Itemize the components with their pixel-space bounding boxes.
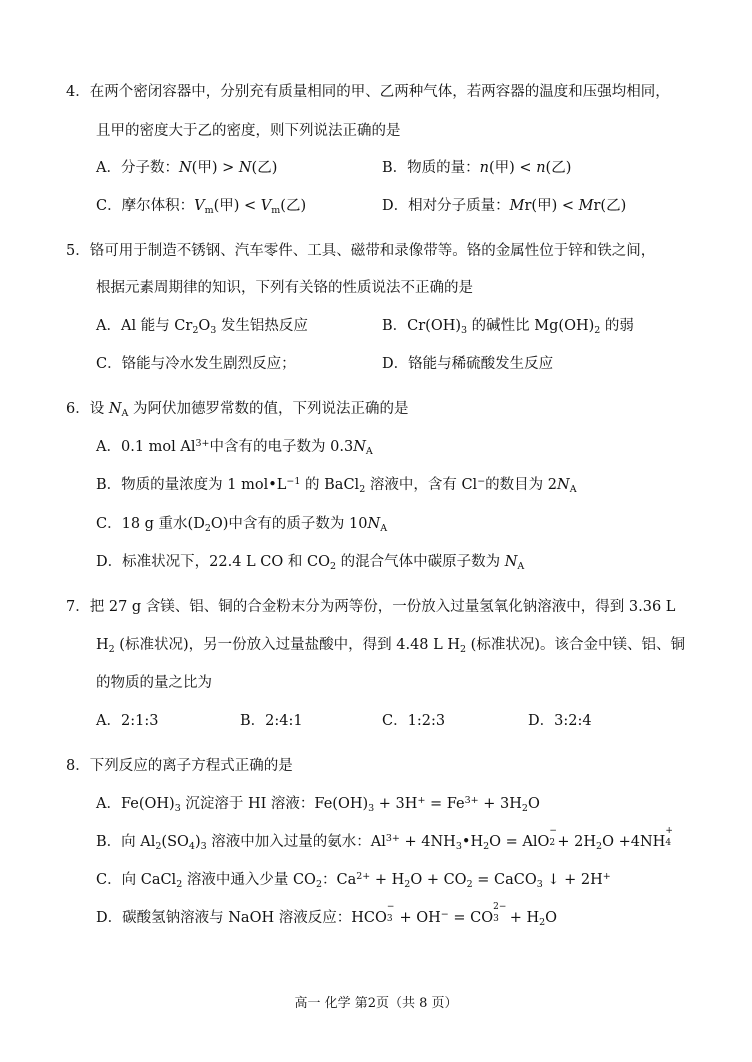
q6-option-c: C．18 g 重水$(D_2O)$中含有的质子数为 $10N_A$ xyxy=(96,516,388,534)
q5-option-b: B．$Cr(OH)_3$ 的碱性比 $Mg(OH)_2$ 的弱 xyxy=(382,318,634,336)
q4-option-d: D．相对分子质量：Mr(甲) < Mr(乙) xyxy=(382,198,627,214)
q7-number: 7． xyxy=(66,599,90,615)
q5-stem-line-2: 根据元素周期律的知识，下列有关铬的性质说法不正确的是 xyxy=(96,280,473,296)
q8-number: 8． xyxy=(66,758,90,774)
q8-option-a: A．$Fe(OH)_3$ 沉淀溶于 HI 溶液：$Fe(OH)_3 + 3H^+ = Fe^{3+} + 3H_2O$ xyxy=(96,795,540,814)
q7-stem-line-3: 的物质的量之比为 xyxy=(96,675,212,691)
q6-option-a: A．0.1 mol $Al^{3+}$中含有的电子数为 $0.3N_A$ xyxy=(96,438,373,457)
page-footer: 高一 化学 第2页（共 8 页） xyxy=(294,996,458,1011)
q5-stem-line-1: 5．铬可用于制造不锈钢、汽车零件、工具、磁带和录像带等。铬的金属性位于锌和铁之间， xyxy=(66,243,656,259)
q8-stem-line-1: 8．下列反应的离子方程式正确的是 xyxy=(66,758,293,774)
q4-stem-line-2: 且甲的密度大于乙的密度，则下列说法正确的是 xyxy=(96,123,401,139)
q5-number: 5． xyxy=(66,243,90,259)
q7-option-a: A．2:1:3 xyxy=(96,713,159,729)
q6-option-b: B．物质的量浓度为 1 $mol•L^{-1}$ 的 BaCl$_2$ 溶液中，含有 Cl−的数目为 $2N_A$ xyxy=(96,476,577,495)
q6-number: 6． xyxy=(66,401,90,417)
q7-option-c: C．1:2:3 xyxy=(382,713,446,729)
q4-number: 4． xyxy=(66,84,90,100)
q4-stem-line-1: 4．在两个密闭容器中，分别充有质量相同的甲、乙两种气体，若两容器的温度和压强均相同， xyxy=(66,84,670,100)
q7-option-d: D．3:2:4 xyxy=(528,713,592,729)
q4-option-b: B．物质的量：n(甲) < n(乙) xyxy=(382,160,572,176)
q7-stem-line-2: $H_2$ (标准状况)，另一份放入过量盐酸中，得到 4.48 L $H_2$ (标准状况)。该合金中镁、铝、铜 xyxy=(96,637,685,655)
q6-stem-line-1: 6．设 $N_A$ 为阿伏加德罗常数的值，下列说法正确的是 xyxy=(66,401,409,419)
q4-option-a: A．分子数：N(甲) > N(乙) xyxy=(96,160,278,176)
q5-option-c: C．铬能与冷水发生剧烈反应； xyxy=(96,356,296,372)
q8-option-b: B．向 $Al_2(SO_4)_3$ 溶液中加入过量的氨水：$Al^{3+}$ + $4NH_3•H_2O$ = AlO − 2 + $2H_2O +4NH$ + 4 xyxy=(96,826,673,852)
q8-option-c: C．向 CaCl$_2$ 溶液中通入少量 $CO_2$：$Ca^{2+} + H_2O + CO_2$ = CaCO$_3$ ↓ + 2H+ xyxy=(96,871,611,890)
q5-option-a: A．Al 能与 $Cr_2O_3$ 发生铝热反应 xyxy=(96,318,308,336)
q5-option-d: D．铬能与稀硫酸发生反应 xyxy=(382,356,554,372)
q6-option-d: D．标准状况下，22.4 L CO 和 $CO_2$ 的混合气体中碳原子数为 $N_A$ xyxy=(96,554,525,572)
q7-stem-line-1: 7．把 27 g 含镁、铝、铜的合金粉末分为两等份，一份放入过量氢氧化钠溶液中，得到 3.36 L xyxy=(66,599,676,615)
q4-option-c: C．摩尔体积：$V_m$(甲) < $V_m$(乙) xyxy=(96,198,307,216)
q8-option-d: D．碳酸氢钠溶液与 NaOH 溶液反应：HCO − 3 + OH− = CO 2− 3 + $H_2O$ xyxy=(96,902,558,928)
q7-option-b: B．2:4:1 xyxy=(240,713,303,729)
